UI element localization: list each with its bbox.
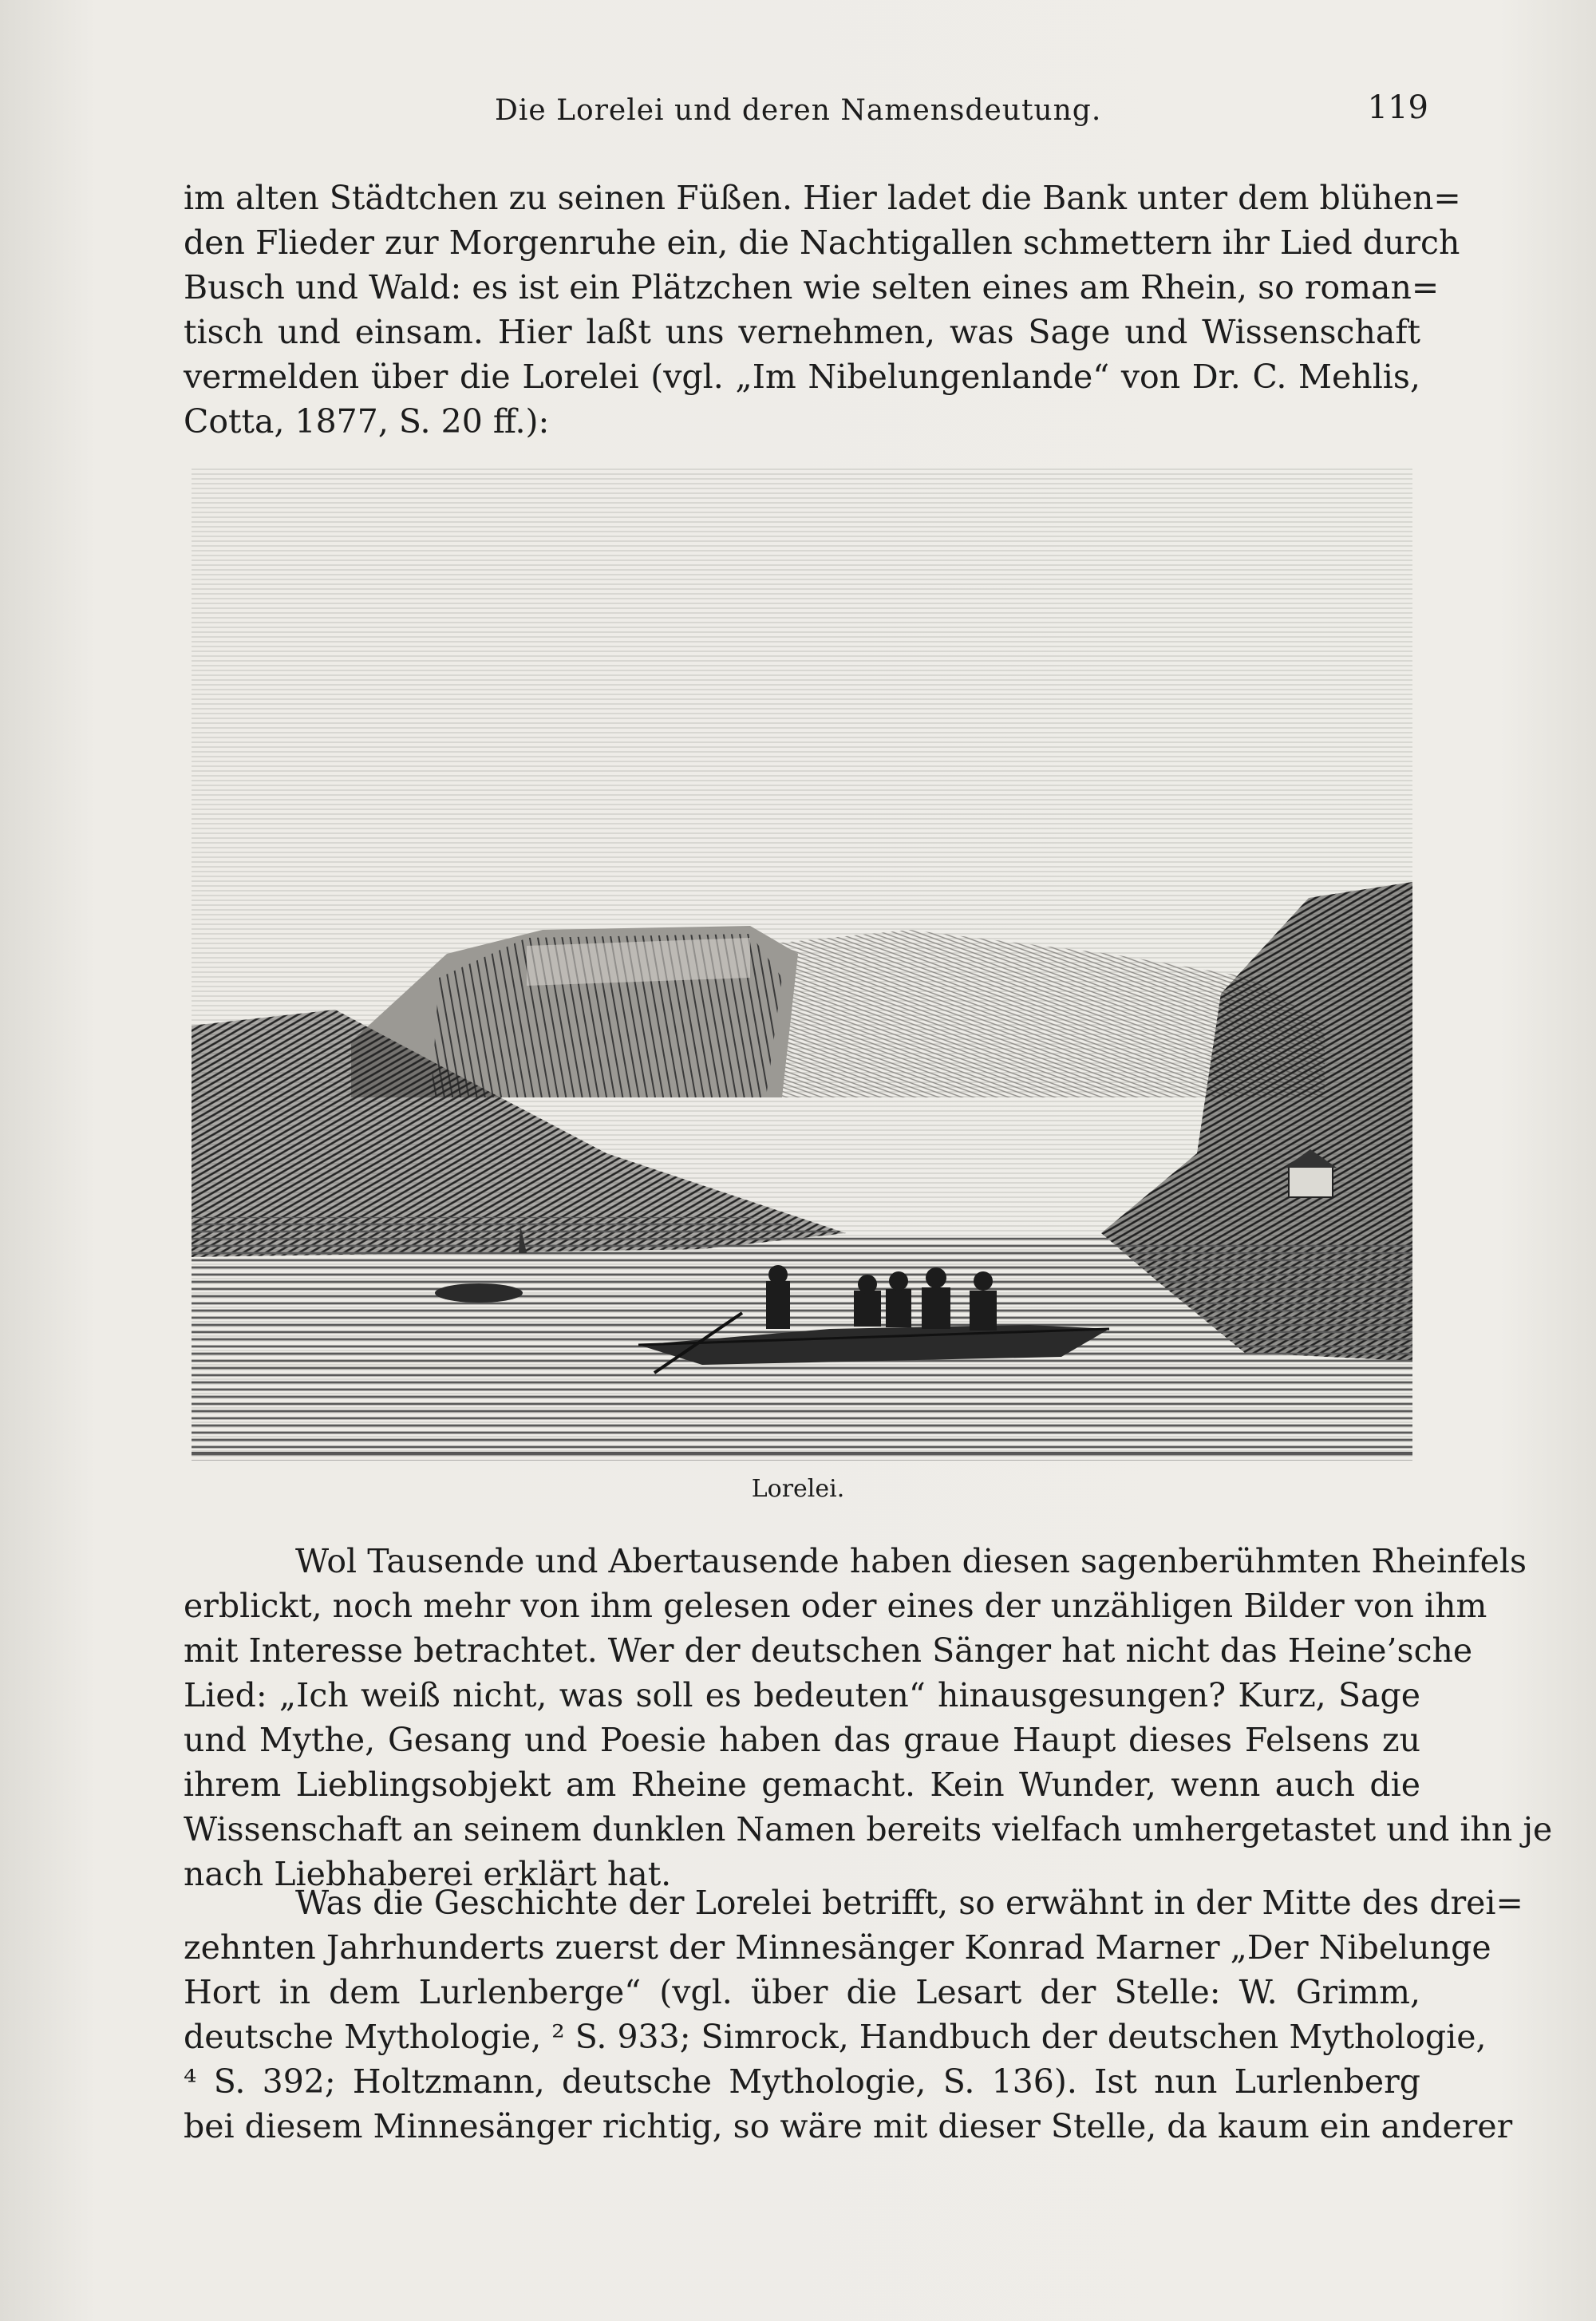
- text-line: Hort in dem Lurlenberge“ (vgl. über die Lesart der Stelle: W. Grimm,: [184, 1973, 1420, 2011]
- small-rock: [435, 1283, 523, 1303]
- house: [1289, 1165, 1333, 1197]
- text-line: nach Liebhaberei erklärt hat.: [184, 1855, 672, 1893]
- text-line: ⁴ S. 392; Holtzmann, deutsche Mythologie, S. 136). Ist nun Lurlenberg: [184, 2062, 1420, 2101]
- text-line: zehnten Jahrhunderts zuerst der Minnesänger Konrad Marner „Der Nibelunge: [184, 1928, 1491, 1967]
- running-title: Die Lorelei und deren Namensdeutung.: [495, 94, 1102, 127]
- text-line: Lied: „Ich weiß nicht, was soll es bedeuten“ hinausgesungen? Kurz, Sage: [184, 1676, 1420, 1714]
- text-line: den Flieder zur Morgenruhe ein, die Nachtigallen schmettern ihr Lied durch: [184, 223, 1460, 262]
- text-line: Busch und Wald: es ist ein Plätzchen wie selten eines am Rhein, so roman=: [184, 268, 1440, 306]
- text-line: deutsche Mythologie, ² S. 933; Simrock, Handbuch der deutschen Mythologie,: [184, 2018, 1487, 2056]
- text-line: Was die Geschichte der Lorelei betrifft, so erwähnt in der Mitte des drei=: [295, 1884, 1523, 1922]
- text-line: mit Interesse betrachtet. Wer der deutschen Sänger hat nicht das Heine’sche: [184, 1631, 1473, 1670]
- lorelei-engraving: [192, 467, 1412, 1461]
- paragraph-body: [184, 1539, 1553, 1896]
- text-line: tisch und einsam. Hier laßt uns vernehmen, was Sage und Wissenschaft: [184, 313, 1420, 351]
- text-line: Wol Tausende und Abertausende haben diesen sagenberühmten Rheinfels: [295, 1542, 1527, 1580]
- text-line: im alten Städtchen zu seinen Füßen. Hier ladet die Bank unter dem blühen=: [184, 179, 1461, 217]
- paragraph-intro: [184, 176, 1461, 444]
- text-line: Wissenschaft an seinem dunklen Namen bereits vielfach umhergetastet und ihn je: [184, 1810, 1553, 1848]
- text-line: bei diesem Minnesänger richtig, so wäre mit dieser Stelle, da kaum ein anderer: [184, 2107, 1513, 2145]
- page-number: 119: [1367, 89, 1428, 126]
- text-line: und Mythe, Gesang und Poesie haben das graue Haupt dieses Felsens zu: [184, 1721, 1420, 1759]
- paragraph-history: [184, 1880, 1523, 2149]
- text-line: erblickt, noch mehr von ihm gelesen oder eines der unzähligen Bilder von ihm: [184, 1587, 1487, 1625]
- page-header: [184, 89, 1428, 142]
- text-line: Cotta, 1877, S. 20 ff.):: [184, 402, 550, 441]
- text-line: vermelden über die Lorelei (vgl. „Im Nibelungenlande“ von Dr. C. Mehlis,: [184, 358, 1420, 396]
- text-line: ihrem Lieblingsobjekt am Rheine gemacht. Kein Wunder, wenn auch die: [184, 1765, 1420, 1804]
- figure-caption: Lorelei.: [751, 1475, 845, 1503]
- engraving-illustration: [192, 467, 1412, 1461]
